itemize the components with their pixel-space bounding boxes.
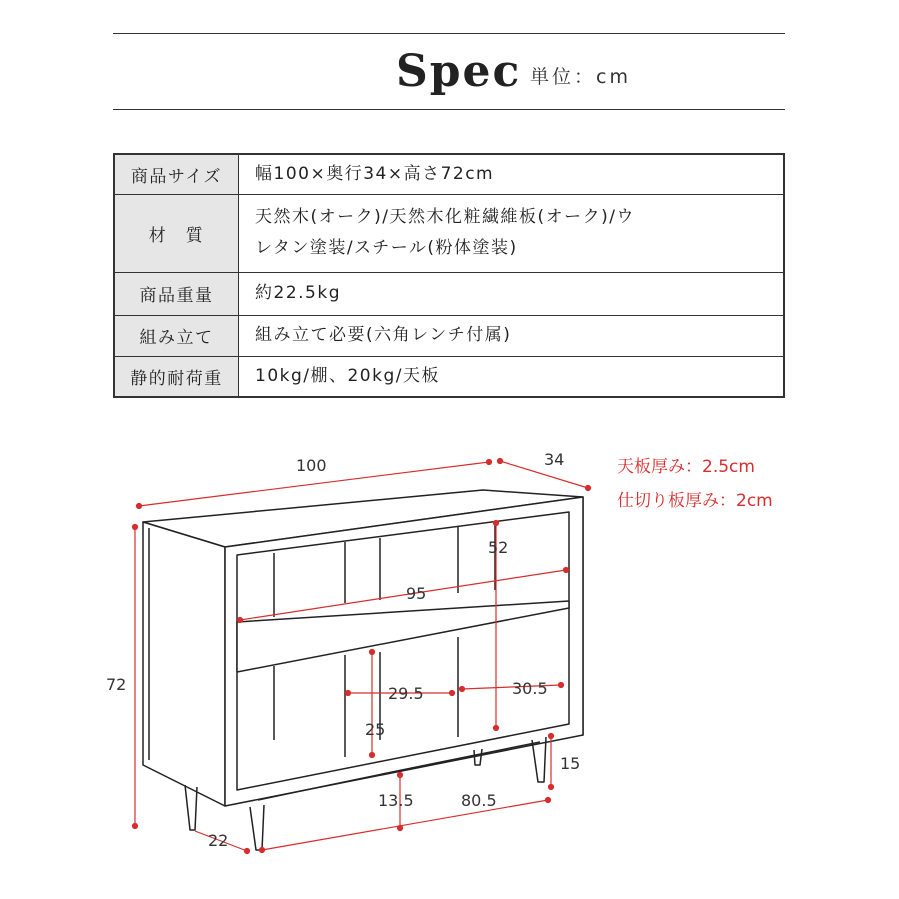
row-label: 商品重量 [114, 272, 239, 315]
row-value: 約22.5kg [239, 272, 785, 315]
dim-cell-height: 25 [365, 720, 386, 739]
row-value: 組み立て必要(六角レンチ付属) [239, 315, 785, 356]
row-value: 10kg/棚、20kg/天板 [239, 356, 785, 397]
dim-leg-depth: 22 [208, 831, 229, 850]
top-board-note: 天板厚み：2.5cm [617, 457, 755, 477]
divider-note: 仕切り板厚み：2cm [617, 491, 773, 511]
row-label: 静的耐荷重 [114, 356, 239, 397]
dim-leg-span: 80.5 [461, 791, 497, 810]
dim-leg-height: 15 [560, 754, 581, 773]
dim-height: 72 [106, 675, 127, 694]
dim-cell-width-wide: 30.5 [512, 679, 548, 698]
row-label: 組み立て [114, 315, 239, 356]
dim-top-cell-height: 52 [488, 538, 509, 557]
row-value: 幅100×奥行34×高さ72cm [239, 154, 785, 194]
dim-depth: 34 [544, 450, 565, 469]
dim-cell-width: 29.5 [388, 684, 424, 703]
material-text: 天然木(オーク)/天然木化粧繊維板(オーク)/ウレタン塗装/スチール(粉体塗装) [255, 207, 635, 258]
row-label: 商品サイズ [114, 154, 239, 194]
dim-shelf-width: 95 [406, 584, 427, 603]
page-title: Spec [396, 46, 522, 97]
dim-width: 100 [296, 456, 327, 475]
leg-front-left [250, 805, 264, 850]
row-label: 材 質 [114, 194, 239, 272]
dim-base-height: 13.5 [378, 791, 414, 810]
unit-label: 単位：cm [530, 66, 631, 88]
cabinet-side [143, 522, 225, 806]
